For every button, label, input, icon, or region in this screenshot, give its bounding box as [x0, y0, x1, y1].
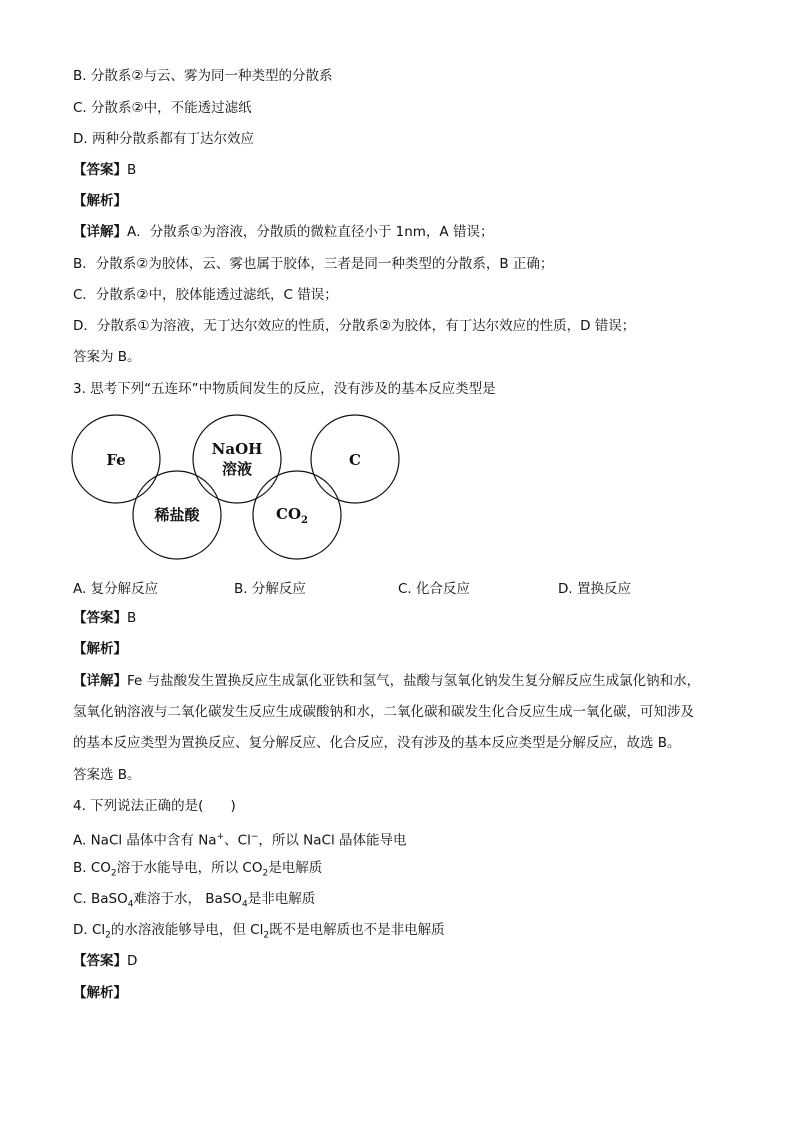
q2-detail-a: [73, 222, 493, 242]
ring-naoh-label-1: NaOH: [211, 440, 263, 458]
answer-value: B: [127, 162, 137, 178]
answer-tag: 【答案】: [73, 953, 127, 969]
q3-analysis-tag: 【解析】: [73, 641, 127, 657]
q3-detail-line-1: [73, 671, 700, 691]
ring-naoh: [193, 415, 281, 503]
q4-answer: [73, 951, 137, 971]
detail-tag: 【详解】: [73, 224, 127, 240]
text-part: 、Cl: [224, 832, 251, 849]
q4-option-a: [73, 827, 407, 851]
detail-text: Fe 与盐酸发生置换反应生成氯化亚铁和氢气，盐酸与氢氧化钠发生复分解反应生成氯化钠和水，: [127, 673, 701, 689]
q2-answer: [73, 160, 136, 180]
subscript: 2: [110, 868, 117, 879]
co2-sub: 2: [301, 515, 308, 526]
answer-tag: 【答案】: [73, 162, 127, 178]
q3-detail-line-3: 的基本反应类型为置换反应、复分解反应、化合反应，没有涉及的基本反应类型是分解反应，故选 B。: [73, 735, 681, 751]
ring-hcl-label: 稀盐酸: [154, 506, 200, 524]
text-part: A. NaCl 晶体中含有 Na: [73, 832, 217, 849]
q2-option-b: B. 分散系②与云、雾为同一种类型的分散系: [73, 68, 333, 84]
q4-stem: 4. 下列说法正确的是( ): [73, 798, 236, 814]
ring-fe-label: Fe: [106, 451, 126, 469]
co2-main: CO: [276, 505, 302, 523]
q3-conclusion: 答案选 B。: [73, 767, 141, 783]
q2-detail-c: C．分散系②中，胶体能透过滤纸，C 错误；: [73, 287, 338, 303]
q2-option-d: D. 两种分散系都有丁达尔效应: [73, 131, 254, 147]
text-part: 既不是电解质也不是非电解质: [269, 922, 445, 938]
five-rings-diagram: [70, 412, 405, 562]
q3-stem: 3. 思考下列“五连环”中物质间发生的反应，没有涉及的基本反应类型是: [73, 381, 496, 397]
q4-option-d: [73, 920, 445, 946]
detail-tag: 【详解】: [73, 673, 127, 689]
subscript: 2: [263, 930, 270, 941]
answer-value: B: [127, 610, 137, 626]
q3-answer: [73, 608, 136, 628]
q2-conclusion: 答案为 B。: [73, 349, 141, 365]
text-part: D. Cl: [73, 922, 106, 938]
ring-naoh-label-2: 溶液: [221, 460, 253, 478]
ring-co2-label: [276, 505, 308, 526]
answer-value: D: [127, 953, 138, 969]
q3-option-a: A. 复分解反应: [73, 581, 159, 597]
q3-option-c: C. 化合反应: [398, 581, 471, 597]
subscript: 2: [262, 868, 269, 879]
subscript: 4: [127, 899, 134, 910]
q3-option-d: D. 置换反应: [558, 581, 631, 597]
q2-option-c: C. 分散系②中，不能透过滤纸: [73, 100, 252, 116]
text-part: B. CO: [73, 860, 111, 876]
subscript: 4: [242, 899, 248, 910]
text-part: 的水溶液能够导电，但 Cl: [110, 922, 264, 938]
text-part: 是非电解质: [247, 891, 316, 907]
q2-analysis-tag: 【解析】: [73, 193, 127, 209]
q4-option-b: [73, 858, 322, 884]
superscript: −: [250, 832, 259, 842]
text-part: 溶于水能导电，所以 CO: [116, 860, 263, 876]
superscript: +: [216, 832, 225, 842]
q2-detail-b: B．分散系②为胶体，云、雾也属于胶体，三者是同一种类型的分散系，B 正确；: [73, 256, 554, 272]
q2-detail-d: D．分散系①为溶液，无丁达尔效应的性质，分散系②为胶体，有丁达尔效应的性质，D 错误；: [73, 318, 636, 334]
ring-c-label: C: [349, 451, 361, 469]
text-part: 是电解质: [268, 860, 323, 876]
text-part: 难溶于水， BaSO: [133, 891, 243, 907]
detail-text: A．分散系①为溶液，分散质的微粒直径小于 1nm，A 错误；: [127, 224, 494, 240]
q3-option-b: B. 分解反应: [234, 581, 306, 597]
q4-analysis-tag: 【解析】: [73, 985, 127, 1001]
answer-tag: 【答案】: [73, 610, 127, 626]
q3-detail-line-2: 氢氧化钠溶液与二氧化碳发生反应生成碳酸钠和水，二氧化碳和碳发生化合反应生成一氧化碳，可知涉及: [73, 704, 694, 720]
q3-options: [73, 577, 733, 597]
q4-option-c: [73, 889, 315, 915]
subscript: 2: [105, 930, 111, 941]
text-part: C. BaSO: [73, 891, 128, 907]
text-part: ，所以 NaCl 晶体能导电: [258, 832, 407, 849]
